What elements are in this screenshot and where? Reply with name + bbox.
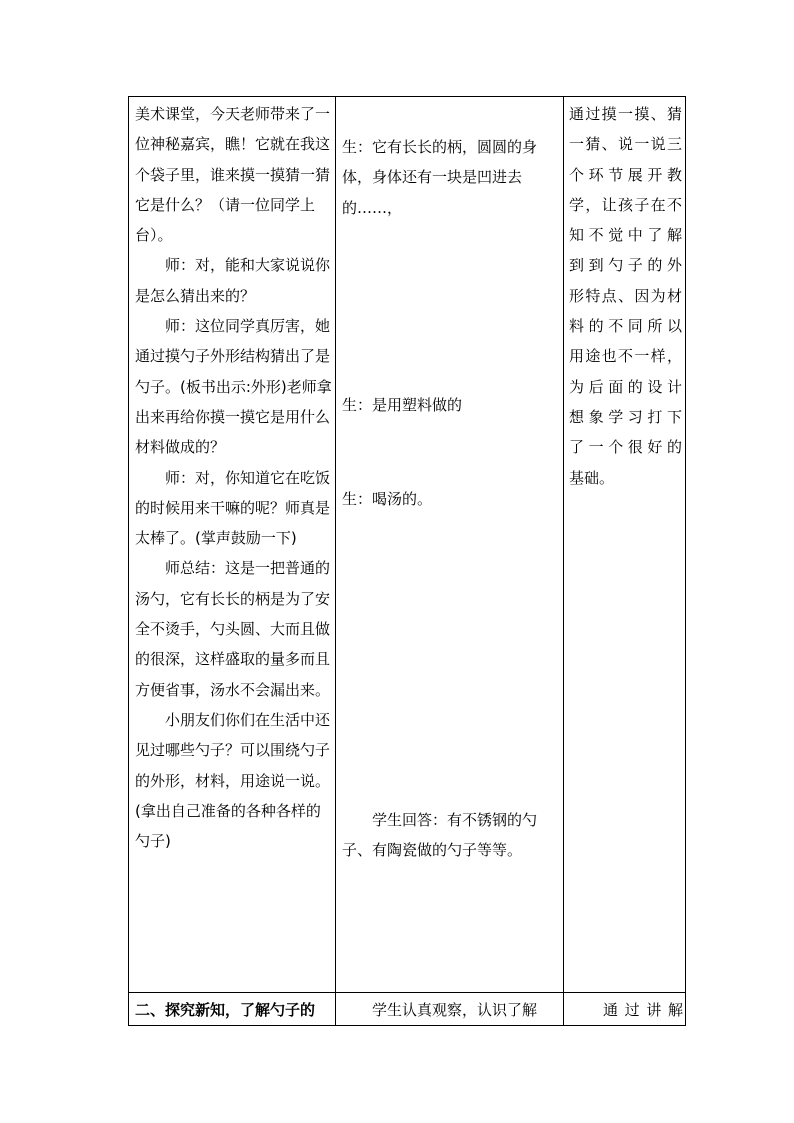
row-divider [128,992,686,993]
design-intent-line: 想象学习打下 [569,407,682,426]
section-heading: 二、探究新知，了解勺子的 [135,1001,316,1019]
design-intent-line: 料的不同所以 [569,317,682,336]
design-intent-line: 个环节展开教 [569,165,682,184]
column-divider-1 [335,96,336,1026]
design-intent-line: 学，让孩子在不 [569,195,682,214]
student-response-1: 生：它有长长的柄，圆圆的身体，身体还有一块是凹进去的……， [342,138,538,217]
teacher-paragraph: 师：对，能和大家说说你是怎么猜出来的？ [135,256,331,305]
design-intent-cell [569,99,682,493]
teacher-summary-paragraph: 师总结：这是一把普通的汤勺，它有长长的柄是为了安全不烫手，勺头圆、大而且做的很深，这样盛取的量多而且方便省事，汤水不会漏出来。 [135,559,331,699]
design-intent-line: 为后面的设计 [569,377,682,396]
design-intent-line: 一猜、说一说三 [569,135,682,154]
table-border-top [128,96,686,97]
lesson-plan-table [128,96,686,1026]
table-border-right [685,96,686,1026]
design-intent-next [603,995,683,1025]
student-response-4: 学生回答：有不锈钢的勺子、有陶瓷做的勺子等等。 [342,811,538,860]
design-intent-line: 形特点、因为材 [569,286,682,305]
teacher-paragraph: 师：对，你知道它在吃饭的时候用来干嘛的呢？师真是太棒了。(掌声鼓励一下) [135,468,331,548]
student-response-3: 生：喝汤的。 [342,490,433,508]
design-intent-line: 知不觉中了解 [569,226,682,245]
design-intent-line: 到到勺子的外 [569,256,682,275]
design-intent-line: 通过讲解 [603,1001,683,1019]
student-response-2: 生：是用塑料做的 [342,396,463,414]
teacher-paragraph: 小朋友们你们在生活中还见过哪些勺子？可以围绕勺子的外形，材料，用途说一说。(拿出自己准备的各种各样的勺子) [135,710,331,851]
table-border-left [128,96,129,1026]
teacher-intro-paragraph: 美术课堂，今天老师带来了一位神秘嘉宾，瞧！它就在我这个袋子里，谁来摸一摸猜一猜它是什么？（请一位同学上台）。 [135,105,331,245]
student-observation: 学生认真观察，认识了解 [372,1001,538,1019]
teacher-activity-cell [135,99,335,856]
teacher-paragraph: 师：这位同学真厉害，她通过摸勺子外形结构猜出了是勺子。(板书出示:外形)老师拿出来再给你摸一摸它是用什么材料做成的？ [135,317,332,457]
design-intent-line: 通过摸一摸、猜 [569,105,682,123]
design-intent-line: 了一个很好的 [569,438,682,457]
column-divider-2 [563,96,564,1026]
design-intent-line: 用途也不一样， [569,347,682,366]
design-intent-line: 基础。 [569,468,615,487]
